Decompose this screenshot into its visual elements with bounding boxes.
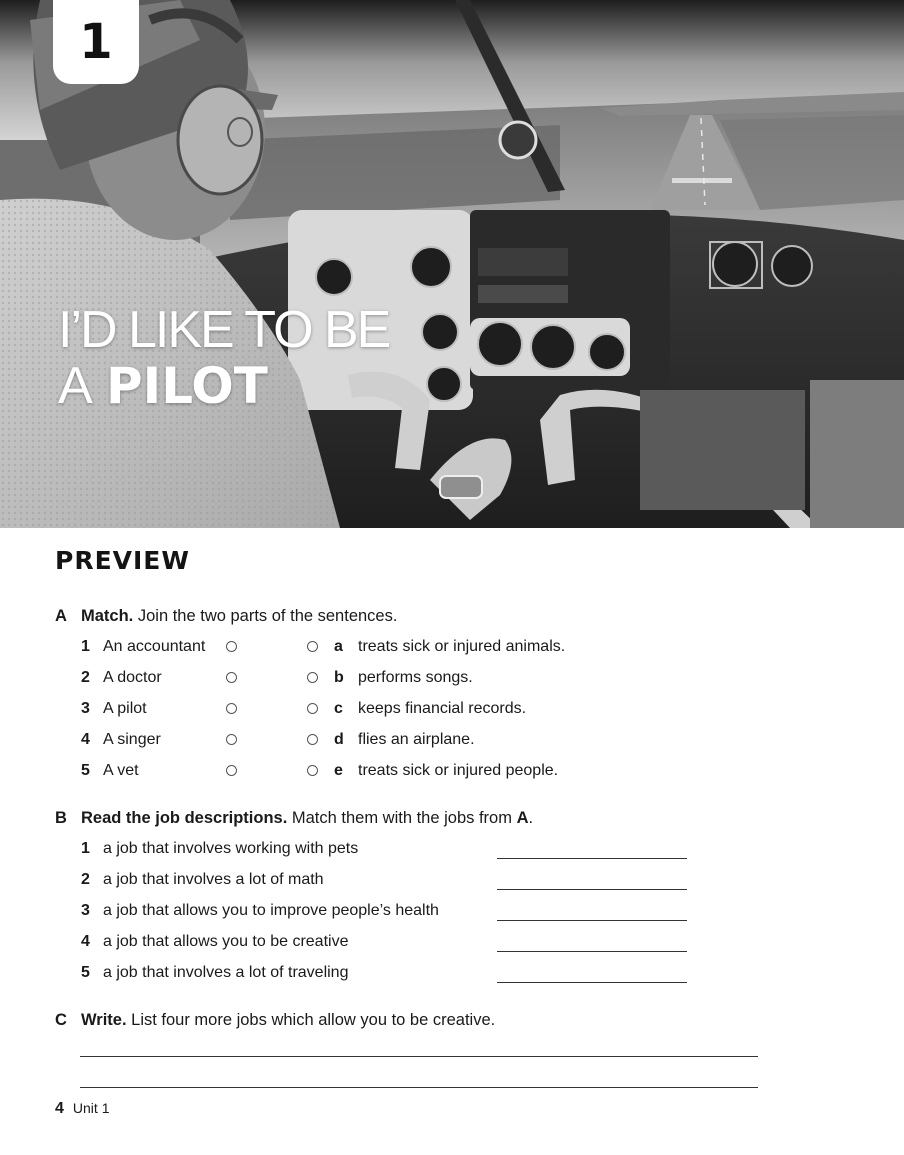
- answer-blank[interactable]: [497, 889, 687, 890]
- match-left-circle[interactable]: [226, 703, 237, 714]
- description-number: 5: [81, 964, 90, 981]
- description-row: [0, 964, 904, 988]
- description-number: 4: [81, 933, 90, 950]
- description-text: a job that involves a lot of math: [103, 871, 324, 888]
- description-text: a job that involves working with pets: [103, 840, 359, 857]
- unit-title-line-1: I’D LIKE TO BE: [58, 301, 390, 359]
- page-number: 4: [55, 1100, 64, 1117]
- match-left-circle[interactable]: [226, 641, 237, 652]
- description-text: a job that allows you to improve people’s health: [103, 902, 439, 919]
- match-item-letter: c: [334, 700, 343, 717]
- match-item-number: 3: [81, 700, 90, 717]
- page-footer: [55, 1100, 109, 1118]
- match-item-right: flies an airplane.: [358, 731, 475, 748]
- answer-blank[interactable]: [497, 982, 687, 983]
- writing-line[interactable]: [80, 1087, 758, 1088]
- exercise-c-text: List four more jobs which allow you to be creative.: [131, 1011, 496, 1029]
- description-row: [0, 902, 904, 926]
- unit-title: [58, 302, 389, 415]
- answer-blank[interactable]: [497, 858, 687, 859]
- match-item-number: 5: [81, 762, 90, 779]
- hero-photo: [0, 0, 904, 528]
- match-item-left: A pilot: [103, 700, 147, 717]
- description-text: a job that involves a lot of traveling: [103, 964, 349, 981]
- exercise-b-text: Match them with the jobs from: [291, 809, 512, 827]
- exercise-b-label: Read the job descriptions.: [81, 809, 288, 827]
- match-item-left: An accountant: [103, 638, 206, 655]
- match-left-circle[interactable]: [226, 734, 237, 745]
- match-item-right: treats sick or injured animals.: [358, 638, 566, 655]
- match-right-circle[interactable]: [307, 641, 318, 652]
- exercise-a-text: Join the two parts of the sentences.: [137, 607, 398, 625]
- match-item-right: performs songs.: [358, 669, 473, 686]
- match-row: [0, 638, 904, 662]
- answer-blank[interactable]: [497, 920, 687, 921]
- match-right-circle[interactable]: [307, 765, 318, 776]
- match-row: [0, 762, 904, 786]
- match-item-number: 4: [81, 731, 90, 748]
- unit-label: Unit 1: [72, 1100, 110, 1116]
- description-number: 2: [81, 871, 90, 888]
- description-number: 1: [81, 840, 90, 857]
- match-item-right: keeps financial records.: [358, 700, 527, 717]
- writing-line[interactable]: [80, 1056, 758, 1057]
- cockpit-illustration: [0, 0, 904, 528]
- unit-title-line-2-regular: A: [58, 357, 92, 415]
- match-left-circle[interactable]: [226, 765, 237, 776]
- exercise-c-letter: C: [55, 1011, 67, 1029]
- match-item-right: treats sick or injured people.: [358, 762, 559, 779]
- unit-title-line-2-bold: PILOT: [105, 357, 268, 415]
- match-item-letter: b: [334, 669, 344, 686]
- match-item-left: A doctor: [103, 669, 162, 686]
- match-item-letter: e: [334, 762, 343, 779]
- match-item-letter: a: [334, 638, 343, 655]
- exercise-b-period: .: [528, 809, 534, 827]
- match-left-circle[interactable]: [226, 672, 237, 683]
- exercise-a-letter: A: [55, 607, 67, 625]
- match-right-circle[interactable]: [307, 703, 318, 714]
- description-text: a job that allows you to be creative: [103, 933, 349, 950]
- exercise-a-label: Match.: [81, 607, 134, 625]
- exercise-b-ref: A: [516, 809, 529, 827]
- description-row: [0, 840, 904, 864]
- answer-blank[interactable]: [497, 951, 687, 952]
- match-item-number: 2: [81, 669, 90, 686]
- unit-number-badge: 1: [53, 0, 139, 84]
- exercise-b-instruction: [55, 809, 533, 828]
- exercise-c-instruction: [55, 1011, 495, 1030]
- match-item-letter: d: [334, 731, 344, 748]
- match-item-left: A vet: [103, 762, 139, 779]
- section-title: PREVIEW: [55, 546, 190, 575]
- match-row: [0, 669, 904, 693]
- description-row: [0, 871, 904, 895]
- match-item-number: 1: [81, 638, 90, 655]
- exercise-a-instruction: [55, 607, 397, 626]
- exercise-b-letter: B: [55, 809, 67, 827]
- description-row: [0, 933, 904, 957]
- match-row: [0, 731, 904, 755]
- description-number: 3: [81, 902, 90, 919]
- match-right-circle[interactable]: [307, 672, 318, 683]
- match-row: [0, 700, 904, 724]
- match-right-circle[interactable]: [307, 734, 318, 745]
- match-item-left: A singer: [103, 731, 161, 748]
- exercise-c-label: Write.: [81, 1011, 127, 1029]
